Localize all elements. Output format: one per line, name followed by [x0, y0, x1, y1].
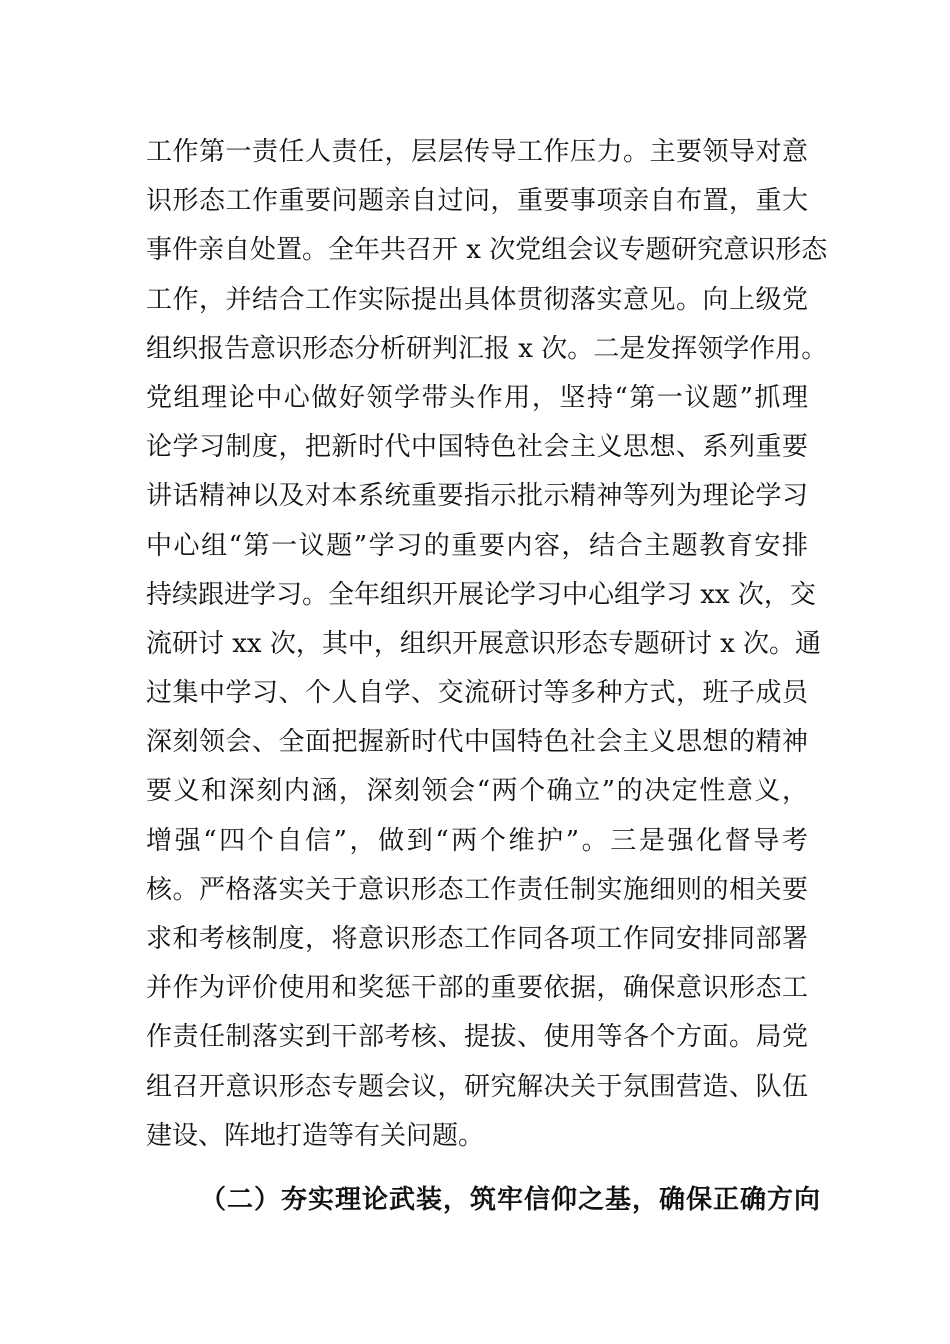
text-line: 增强“四个自信”，做到“两个维护”。三是强化督导考: [146, 825, 808, 856]
text-line: 论学习制度，把新时代中国特色社会主义思想、系列重要: [146, 432, 808, 463]
text-line: 中心组“第一议题”学习的重要内容，结合主题教育安排: [146, 530, 808, 561]
text-line: 过集中学习、个人自学、交流研讨等多种方式，班子成员: [146, 678, 808, 709]
section-heading: （二）夯实理论武装，筑牢信仰之基，确保正确方向: [200, 1185, 822, 1215]
text-line: 组织报告意识形态分析研判汇报 x 次。二是发挥领学作用。: [146, 333, 828, 364]
text-line: 求和考核制度，将意识形态工作同各项工作同安排同部署: [146, 924, 808, 954]
text-line: 流研讨 xx 次，其中，组织开展意识形态专题研讨 x 次。通: [146, 628, 822, 659]
text-line: 建设、阵地打造等有关问题。: [146, 1120, 485, 1151]
text-line: 并作为评价使用和奖惩干部的重要依据，确保意识形态工: [146, 973, 808, 1004]
text-line: 事件亲自处置。全年共召开 x 次党组会议专题研究意识形态: [146, 235, 828, 266]
text-line: 核。严格落实关于意识形态工作责任制实施细则的相关要: [146, 874, 808, 905]
text-line: 讲话精神以及对本系统重要指示批示精神等列为理论学习: [146, 481, 808, 512]
text-line: 持续跟进学习。全年组织开展论学习中心组学习 xx 次，交: [146, 579, 816, 610]
text-line: 要义和深刻内涵，深刻领会“两个确立”的决定性意义，: [146, 776, 808, 807]
text-line: 组召开意识形态专题会议，研究解决关于氛围营造、队伍: [146, 1071, 808, 1102]
body-paragraph: [146, 128, 828, 1161]
text-line: 工作，并结合工作实际提出具体贯彻落实意见。向上级党: [146, 284, 808, 315]
text-line: 识形态工作重要问题亲自过问，重要事项亲自布置，重大: [146, 186, 808, 217]
text-line: 工作第一责任人责任，层层传导工作压力。主要领导对意: [146, 137, 808, 167]
text-line: 党组理论中心做好领学带头作用，坚持“第一议题”抓理: [146, 382, 808, 413]
text-line: 深刻领会、全面把握新时代中国特色社会主义思想的精神: [146, 727, 808, 758]
text-line: 作责任制落实到干部考核、提拔、使用等各个方面。局党: [146, 1022, 808, 1053]
